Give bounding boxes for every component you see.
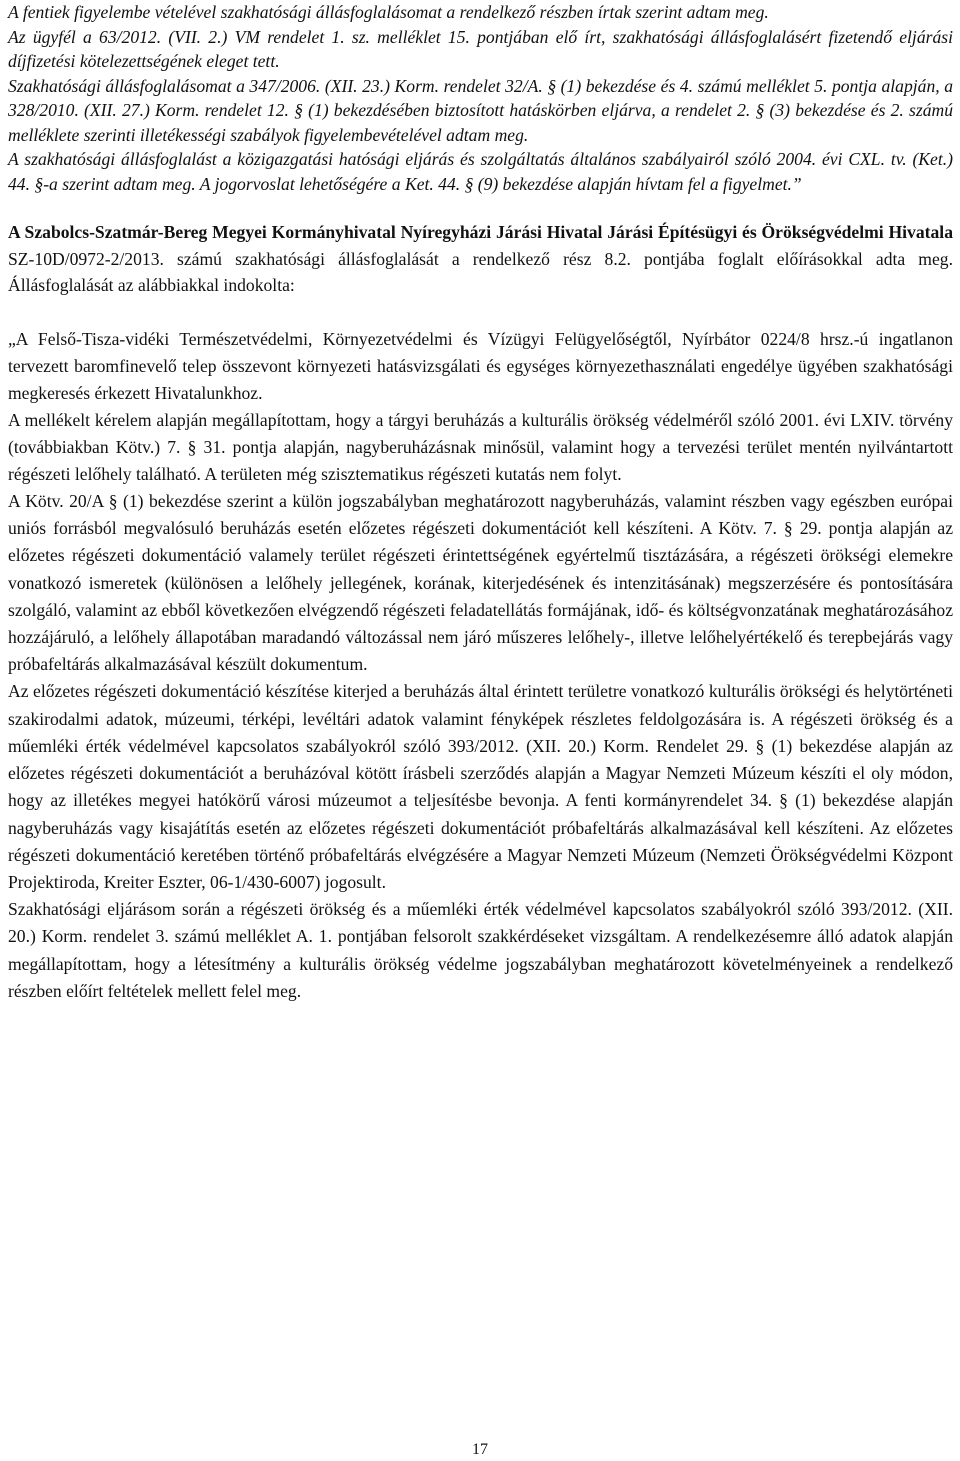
document-page — [8, 0, 953, 1005]
paragraph-fee-paid: Az ügyfél a 63/2012. (VII. 2.) VM rendelet 1. sz. melléklet 15. pontjában elő írt, szakhatósági állásfoglalásért fizetendő eljárási díjfizetési kötelezettségének eleget tett. — [8, 26, 953, 71]
paragraph-major-investment: A mellékelt kérelem alapján megállapítottam, hogy a tárgyi beruházás a kulturális örökség védelméről szóló 2001. évi LXIV. törvény (továbbiakban Kötv.) 7. § 31. pontja alapján, nagyberuházásnak minősül, valamint hogy a tervezési terület mentén nyilvántartott régészeti lelőhely található. A területen még szisztematikus régészeti kutatás nem folyt. — [8, 409, 953, 484]
authority-name: A Szabolcs-Szatmár-Bereg Megyei Kormányhivatal Nyíregyházi Járási Hivatal Járási Építésügyi és Örökségvédelmi Hivatala — [8, 222, 953, 242]
paragraph-remedy: A szakhatósági állásfoglalást a közigazgatási hatósági eljárás és szolgáltatás általános szabályairól szóló 2004. évi CXL. tv. (Ket.) 44. §-a szerint adtam meg. A jogorvoslat lehetőségére a Ket. 44. § (9) bekezdése alapján hívtam fel a figyelmet.” — [8, 149, 953, 194]
page-number: 17 — [472, 1441, 488, 1458]
paragraph-documentation-requirement: A Kötv. 20/A § (1) bekezdése szerint a külön jogszabályban meghatározott nagyberuházás, valamint részben vagy egészben európai uniós forrásból megvalósuló beruházás esetén előzetes régészeti dokumentációt kell készíteni. A Kötv. 7. § 29. pontja alapján az előzetes régészeti dokumentáció valamely terület régészeti érintettségének egyértelmű tisztázására, a régészeti örökségi elemekre vonatkozó ismeretek (különösen a lelőhely jellegének, korának, kiterjedésének és intenzitásának) megszerzésére és pontosítására szolgáló, valamint az ebből következően elvégzendő régészeti feladatellátás formájának, idő- és költségvonzatának meghatározásához hozzájáruló, a lelőhely állapotában maradandó változással nem járó műszeres lelőhely-, illetve lelőhelyértékelő és terepbejárás vagy próbafeltárás alkalmazásával készült dokumentum. — [8, 491, 953, 675]
paragraph-request-received: „A Felső-Tisza-vidéki Természetvédelmi, Környezetvédelmi és Vízügyi Felügyelőségtől, Nyírbátor 0224/8 hrsz.-ú ingatlanon tervezett baromfinevelő telep összevont környezeti hatásvizsgálati és egységes környezethasználati engedélye ügyében szakhatósági megkeresés érkezett Hivatalunkhoz. — [8, 328, 953, 403]
spacer — [8, 196, 953, 219]
section-1 — [8, 0, 953, 196]
authority-text: SZ-10D/0972-2/2013. számú szakhatósági állásfoglalását a rendelkező rész 8.2. pontjába foglalt előírásokkal adta meg. Állásfoglalását az alábbiakkal indokolta: — [8, 248, 953, 295]
section-2-authority-paragraph — [8, 219, 953, 299]
section-3 — [8, 326, 953, 1005]
paragraph-legal-basis: Szakhatósági állásfoglalásomat a 347/2006. (XII. 23.) Korm. rendelet 32/A. § (1) bekezdése és 4. számú melléklet 5. pontja alapján, a 328/2010. (XII. 27.) Korm. rendelet 12. § (1) bekezdésében biztosított hatáskörben eljárva, a rendelet 2. § (3) bekezdése és 2. számú melléklete szerinti illetékességi szabályok figyelembevételével adtam meg. — [8, 75, 953, 145]
paragraph-conclusion: Szakhatósági eljárásom során a régészeti örökség és a műemléki érték védelmével kapcsolatos szabályokról szóló 393/2012. (XII. 20.) Korm. rendelet 3. számú melléklet A. 1. pontjában felsorolt szakkérdéseket vizsgáltam. A rendelkezésemre álló adatok alapján megállapítottam, hogy a létesítmény a kulturális örökség védelme jogszabályban meghatározott követelményeinek a rendelkező részben előírt feltételek mellett felel meg. — [8, 899, 953, 1001]
paragraph-documentation-scope: Az előzetes régészeti dokumentáció készítése kiterjed a beruházás által érintett területre vonatkozó kulturális örökségi és helytörténeti szakirodalmi adatok, múzeumi, térképi, levéltári adatok valamint fényképek részletes feldolgozására is. A régészeti örökség és a műemléki érték védelmével kapcsolatos szabályokról szóló 393/2012. (XII. 20.) Korm. Rendelet 29. § (1) bekezdése alapján az előzetes régészeti dokumentációt a beruházóval kötött írásbeli szerződés alapján a Magyar Nemzeti Múzeum készíti el oly módon, hogy az illetékes megyei hatókörű városi múzeumot a teljesítésbe bevonja. A fenti kormányrendelet 34. § (1) bekezdése alapján nagyberuházás vagy kisajátítás esetén az előzetes régészeti dokumentációt próbafeltárás alkalmazásával kell készíteni. Az előzetes régészeti dokumentáció keretében történő próbafeltárás elvégzésére a Magyar Nemzeti Múzeum (Nemzeti Örökségvédelmi Központ Projektiroda, Kreiter Eszter, 06-1/430-6007) jogosult. — [8, 681, 953, 892]
spacer — [8, 299, 953, 326]
paragraph-decision-given: A fentiek figyelembe vételével szakhatósági állásfoglalásomat a rendelkező részben írtak szerint adtam meg. — [8, 2, 769, 22]
